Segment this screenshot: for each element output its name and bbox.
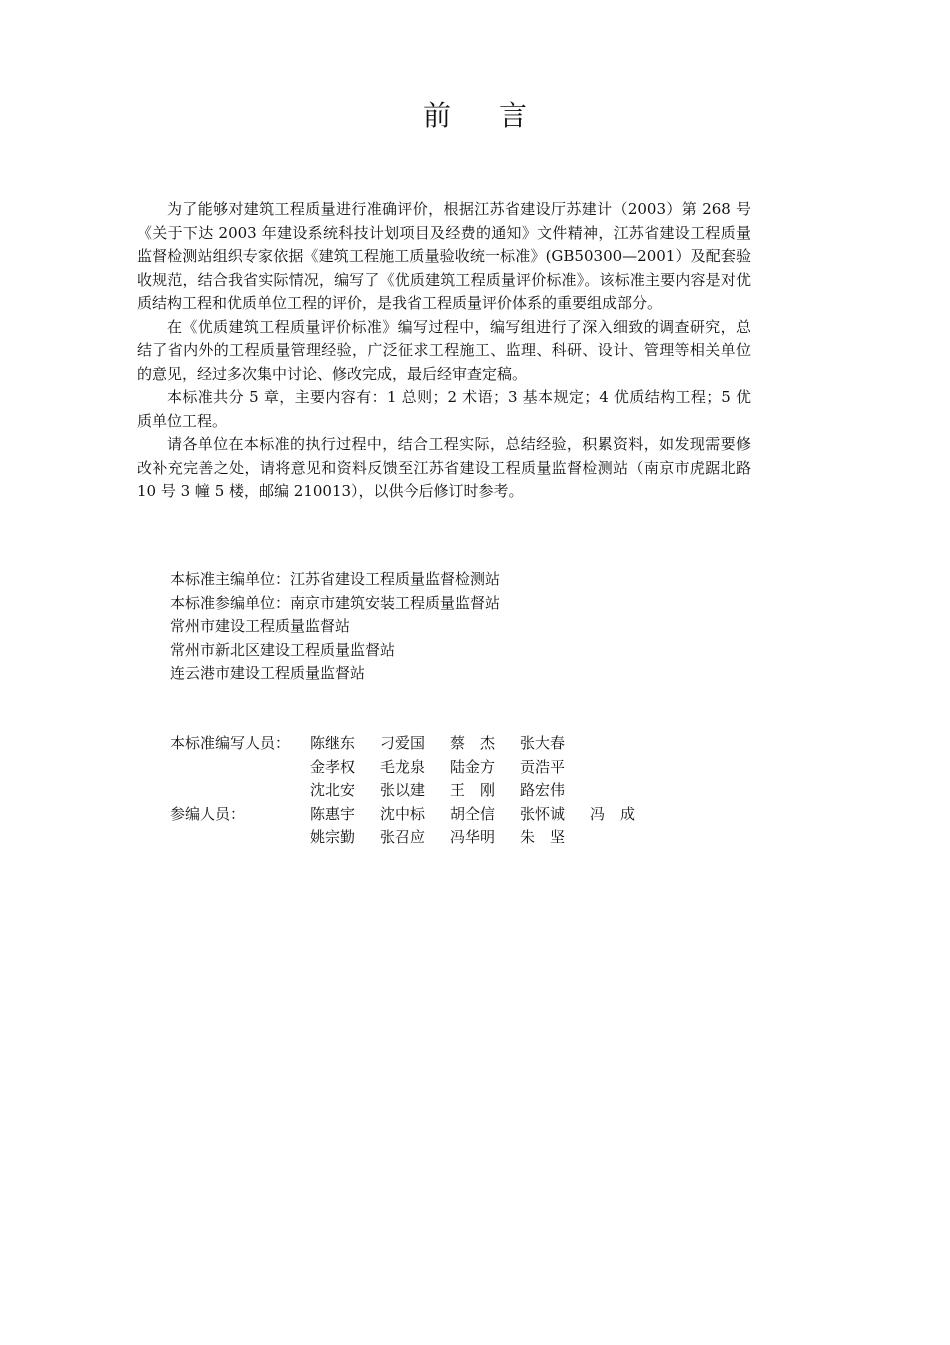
person-name: 刁爱国 <box>380 734 426 752</box>
unit-line-3: 常州市建设工程质量监督站 <box>170 617 351 635</box>
label-spacer <box>170 826 310 850</box>
person-name: 朱 坚 <box>520 828 566 846</box>
staff-row <box>170 803 660 827</box>
person-name: 贡浩平 <box>520 757 566 776</box>
person-name: 沈北安 <box>310 781 356 799</box>
staff-row <box>170 779 660 803</box>
person-name: 路宏伟 <box>520 781 566 799</box>
name-group <box>310 732 590 756</box>
person-name: 陆金方 <box>450 757 496 776</box>
label-spacer <box>170 756 310 780</box>
staff-row <box>170 826 660 850</box>
person-name: 姚宗勤 <box>310 828 356 846</box>
paragraph-1: 为了能够对建筑工程质量进行准确评价，根据江苏省建设厅苏建计（2003）第 268 号《关于下达 2003 年建设系统科技计划项目及经费的通知》文件精神，江苏省建设工程质量监督检测站组织专家依据《建筑工程施工质量验收统一标准》(GB50300—2001）及配套验收规范，结合我省实际情况，编写了《优质建筑工程质量评价标准》。该标准主要内容是对优质结构工程和优质单位工程的评价，是我省工程质量评价体系的重要组成部分。 <box>137 200 751 312</box>
person-name: 毛龙泉 <box>380 757 426 776</box>
name-group <box>310 756 590 780</box>
person-name: 金孝权 <box>310 757 356 776</box>
title-char-2: 言 <box>499 99 528 132</box>
name-group <box>310 803 660 827</box>
paragraph-3: 本标准共分 5 章，主要内容有：1 总则；2 术语；3 基本规定；4 优质结构工程；5 优质单位工程。 <box>137 388 751 430</box>
staff-list <box>170 732 660 850</box>
person-name: 张以建 <box>380 781 426 799</box>
preface-body <box>137 198 751 504</box>
editing-units <box>170 568 500 686</box>
person-name: 陈惠宇 <box>310 804 356 823</box>
unit-line-1: 本标准主编单位：江苏省建设工程质量监督检测站 <box>170 570 501 588</box>
paragraph-2: 在《优质建筑工程质量评价标准》编写过程中，编写组进行了深入细致的调查研究，总结了省内外的工程质量管理经验，广泛征求工程施工、监理、科研、设计、管理等相关单位的意见，经过多次集中讨论、修改完成，最后经审查定稿。 <box>137 317 751 383</box>
person-name: 陈继东 <box>310 734 356 752</box>
page-title <box>0 96 950 136</box>
person-name: 冯 成 <box>590 804 636 823</box>
person-name: 张大春 <box>520 734 566 752</box>
person-name: 张怀诚 <box>520 804 566 823</box>
unit-line-4: 常州市新北区建设工程质量监督站 <box>170 640 396 659</box>
person-name: 王 刚 <box>450 781 496 799</box>
person-name: 沈中标 <box>380 804 426 823</box>
unit-line-2: 本标准参编单位：南京市建筑安装工程质量监督站 <box>170 593 501 612</box>
title-char-1: 前 <box>422 99 451 132</box>
staff-row <box>170 756 660 780</box>
participants-label: 参编人员： <box>170 804 246 823</box>
authors-label: 本标准编写人员： <box>170 734 291 752</box>
person-name: 张召应 <box>380 828 426 846</box>
person-name: 胡仝信 <box>450 804 496 823</box>
name-group <box>310 779 590 803</box>
name-group <box>310 826 590 850</box>
person-name: 冯华明 <box>450 828 496 846</box>
paragraph-4: 请各单位在本标准的执行过程中，结合工程实际，总结经验，积累资料，如发现需要修改补充完善之处，请将意见和资料反馈至江苏省建设工程质量监督检测站（南京市虎踞北路 10 号 3 幢 5 楼，邮编 210013），以供今后修订时参考。 <box>137 435 751 500</box>
staff-row <box>170 732 660 756</box>
person-name: 蔡 杰 <box>450 734 496 752</box>
unit-line-5: 连云港市建设工程质量监督站 <box>170 664 366 682</box>
label-spacer <box>170 779 310 803</box>
